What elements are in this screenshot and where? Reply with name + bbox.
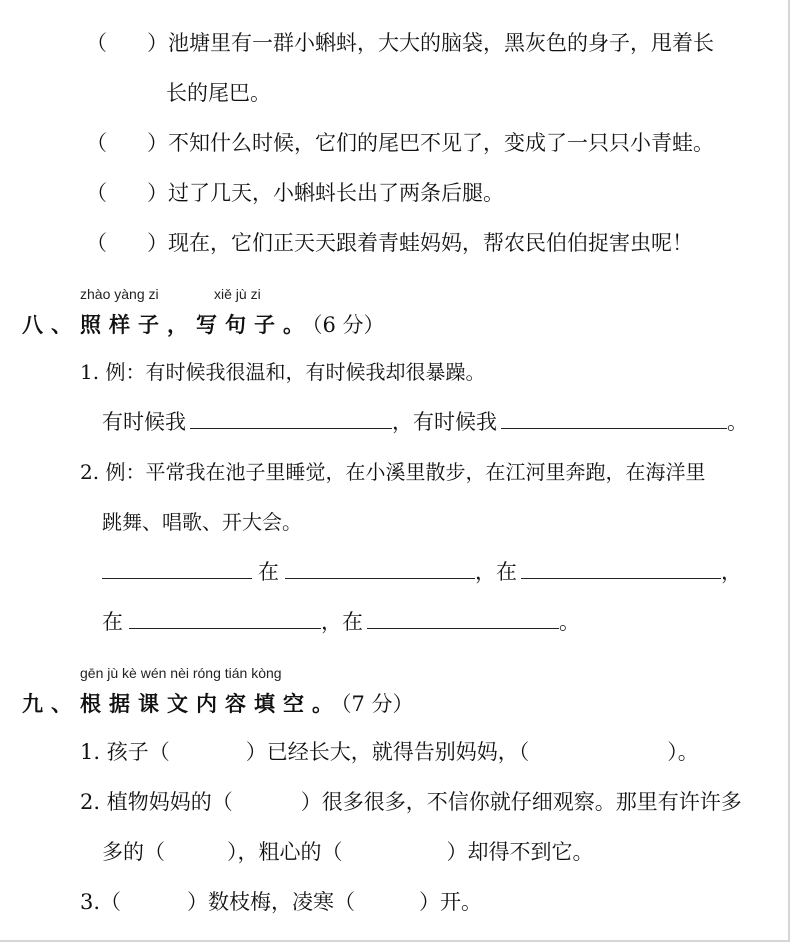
section8-q2-answer-line1 xyxy=(102,558,742,586)
section8-q2-answer-line2 xyxy=(102,608,580,636)
fill-text: ）已经长大，就得告别妈妈，（ xyxy=(245,740,530,764)
order-paren-close: ） xyxy=(147,181,168,205)
section9-q2-continued xyxy=(102,838,594,866)
answer-end: 。 xyxy=(559,610,580,634)
fill-text: ）。 xyxy=(667,740,699,764)
fill-text: ）却得不到它。 xyxy=(446,840,594,864)
order-item-text: 池塘里有一群小蝌蚪，大大的脑袋，黑灰色的身子，甩着长 xyxy=(168,31,714,55)
order-paren-open: （ xyxy=(86,131,107,155)
answer-blank-line[interactable] xyxy=(501,410,727,429)
answer-word: 在 xyxy=(342,610,363,634)
order-paren-open: （ xyxy=(86,231,107,255)
section9-q2 xyxy=(80,788,742,816)
answer-comma: ， xyxy=(321,610,342,634)
order-item-1-continued: 长的尾巴。 xyxy=(166,81,271,105)
fill-text: ），粗心的（ xyxy=(227,840,343,864)
answer-blank-line[interactable] xyxy=(129,610,321,629)
section8-q2-example-continued: 跳舞、唱歌、开大会。 xyxy=(102,510,302,534)
order-paren-open: （ xyxy=(86,31,107,55)
section8-score: （6 分） xyxy=(312,313,385,337)
answer-comma: ， xyxy=(721,560,742,584)
section9-title: 九、根据课文内容填空。 xyxy=(22,692,341,716)
answer-mid: ，有时候我 xyxy=(392,410,497,434)
fill-text: ）开。 xyxy=(419,890,483,914)
order-item-2 xyxy=(86,129,714,157)
section8-pinyin-1: zhào yàng zi xyxy=(80,286,159,302)
order-item-text: 不知什么时候，它们的尾巴不见了，变成了一只只小青蛙。 xyxy=(168,131,714,155)
section9-q3 xyxy=(80,888,482,916)
section8-q2-example: 2. 例：平常我在池子里睡觉，在小溪里散步，在江河里奔跑，在海洋里 xyxy=(80,460,706,484)
fill-text: ）很多很多，不信你就仔细观察。那里有许许多 xyxy=(300,790,742,814)
section8-q1-example: 1. 例：有时候我很温和，有时候我却很暴躁。 xyxy=(80,360,486,384)
section8-title: 八、照样子，写句子。 xyxy=(22,313,312,337)
answer-blank-line[interactable] xyxy=(521,560,721,579)
section8-heading xyxy=(22,309,385,339)
section9-q1 xyxy=(80,738,699,766)
order-paren-close: ） xyxy=(147,131,168,155)
order-item-1 xyxy=(86,29,714,57)
order-paren-close: ） xyxy=(147,31,168,55)
fill-text: 1. 孩子（ xyxy=(80,740,170,764)
order-item-3 xyxy=(86,179,504,207)
order-item-text: 现在，它们正天天跟着青蛙妈妈，帮农民伯伯捉害虫呢！ xyxy=(168,231,693,255)
answer-blank-line[interactable] xyxy=(285,560,475,579)
order-paren-close: ） xyxy=(147,231,168,255)
section8-q1-answer xyxy=(102,408,748,436)
answer-prefix: 有时候我 xyxy=(102,410,186,434)
answer-word: 在 xyxy=(496,560,517,584)
fill-text: ）数枝梅，凌寒（ xyxy=(187,890,356,914)
section9-score: （7 分） xyxy=(341,692,414,716)
fill-text: 2. 植物妈妈的（ xyxy=(80,790,233,814)
answer-comma: ， xyxy=(475,560,496,584)
order-paren-open: （ xyxy=(86,181,107,205)
answer-word: 在 xyxy=(258,560,279,584)
answer-word: 在 xyxy=(102,610,123,634)
answer-blank-line[interactable] xyxy=(190,410,392,429)
answer-blank-line[interactable] xyxy=(367,610,559,629)
section8-pinyin-2: xiě jù zi xyxy=(214,286,261,302)
fill-text: 3.（ xyxy=(80,890,122,914)
answer-blank-line[interactable] xyxy=(102,560,252,579)
order-item-text: 过了几天，小蝌蚪长出了两条后腿。 xyxy=(168,181,504,205)
section9-heading xyxy=(22,688,414,718)
answer-end: 。 xyxy=(727,410,748,434)
section9-pinyin: gēn jù kè wén nèi róng tián kòng xyxy=(80,665,282,681)
fill-text: 多的（ xyxy=(102,840,165,864)
order-item-4 xyxy=(86,229,693,257)
